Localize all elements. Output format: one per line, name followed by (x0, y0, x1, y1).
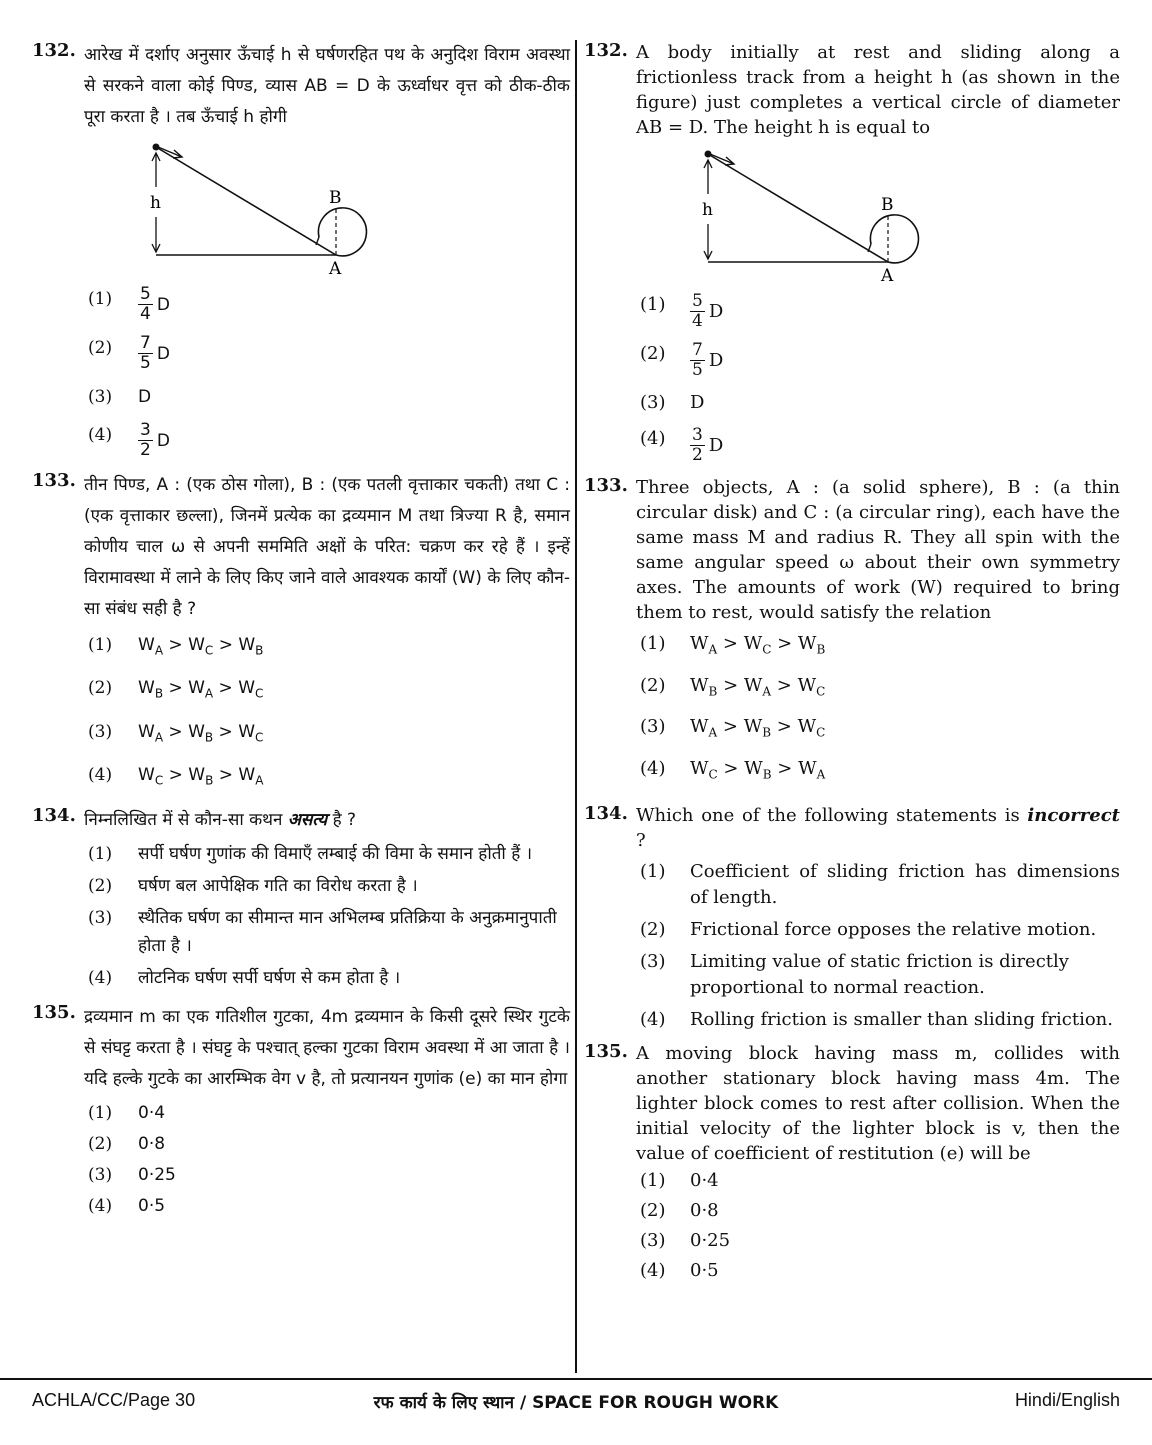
options (84, 1099, 570, 1220)
option-3: (3) 0·25 (640, 1230, 731, 1252)
option-2: (2) घर्षण बल आपेक्षिक गति का विरोध करता है । (88, 875, 418, 896)
question-number: 134. (32, 804, 76, 826)
option-4: (4) 0·5 (640, 1260, 719, 1282)
option-4: (4) Rolling friction is smaller than sliding friction. (640, 1009, 1113, 1031)
option-1: (1) Coefficient of sliding friction has dimensions of length. (640, 861, 1120, 909)
question-132-hi (32, 40, 570, 460)
question-133-hi (32, 470, 570, 795)
question-134-hi (32, 805, 570, 992)
question-text: द्रव्यमान m का एक गतिशील गुटका, 4m द्रव्यमान के किसी दूसरे स्थिर गुटके से संघट्ट करता है । संघट्ट के पश्चात् हल्का गुटका विराम अवस्था में आ जाता है । यदि हल्के गुटके का आरम्भिक वेग v है, तो प्रत्यानयन गुणांक (e) का मान होगा (84, 1006, 570, 1089)
page-footer (0, 1378, 1152, 1413)
track-figure (136, 137, 376, 277)
track-figure (688, 144, 928, 284)
options (636, 1168, 1120, 1284)
question-number: 135. (584, 1041, 628, 1063)
label-a: A (881, 266, 894, 284)
label-b: B (329, 188, 342, 208)
option-1: (1) $W_A > W_C > W_B$ (640, 633, 826, 657)
question-number: 135. (32, 1001, 76, 1023)
question-number: 132. (32, 40, 76, 61)
options (84, 840, 570, 992)
option-2: (2) $\frac{7}{5}$ D (88, 333, 170, 373)
question-text: निम्नलिखित में से कौन-सा कथन असत्य है ? (84, 809, 357, 830)
option-3: (3) Limiting value of static friction is directly proportional to normal reaction. (640, 951, 1069, 999)
question-134-en (584, 803, 1120, 1033)
question-text: A body initially at rest and sliding along a frictionless track from a height h (as shown in the figure) just completes a vertical circle of diameter AB = D. The height h is equal to (636, 42, 1120, 138)
option-3: (3) D (640, 392, 705, 413)
option-3: (3) $W_A > W_B > W_C$ (640, 716, 826, 740)
options (84, 631, 570, 795)
option-1: (1) $W_A > W_C > W_B$ (88, 635, 264, 658)
option-3: (3) स्थैतिक घर्षण का सीमान्त मान अभिलम्ब प्रतिक्रिया के अनुक्रमानुपाती होता है । (88, 907, 557, 956)
option-2: (2) $W_B > W_A > W_C$ (640, 674, 826, 699)
option-4: (4) $W_C > W_B > W_A$ (88, 765, 264, 788)
option-1: (1) 0·4 (88, 1102, 166, 1123)
question-text: A moving block having mass m, collides with another stationary block having mass 4m. The lighter block comes to rest after collision. When the initial velocity of the lighter block is v, then the value of coefficient of restitution (e) will be (636, 1043, 1120, 1165)
page-code: ACHLA/CC/Page 30 (32, 1390, 196, 1410)
question-text: आरेख में दर्शाए अनुसार ऊँचाई h से घर्षणरहित पथ के अनुदिश विराम अवस्था से सरकने वाला कोई पिण्ड, व्यास AB = D के ऊर्ध्वाधर वृत्त को ठीक-ठीक पूरा करता है । तब ऊँचाई h होगी (84, 45, 570, 127)
option-1: (1) $\frac{5}{4}$ D (88, 284, 170, 324)
question-text: Which one of the following statements is incorrect ? (636, 805, 1120, 852)
options (84, 285, 570, 460)
option-2: (2) $W_B > W_A > W_C$ (88, 678, 264, 701)
question-number: 133. (32, 470, 76, 491)
label-a: A (329, 259, 342, 277)
label-h: h (150, 193, 161, 213)
question-133-en (584, 475, 1120, 787)
option-2: (2) Frictional force opposes the relative motion. (640, 919, 1097, 941)
option-1: (1) 0·4 (640, 1170, 719, 1192)
question-number: 133. (584, 475, 628, 496)
label-h: h (702, 200, 713, 220)
options (636, 292, 1120, 465)
option-2: (2) 0·8 (88, 1133, 166, 1154)
question-number: 134. (584, 803, 628, 825)
option-4: (4) 0·5 (88, 1195, 166, 1216)
option-4: (4) लोटनिक घर्षण सर्पी घर्षण से कम होता है । (88, 967, 401, 988)
option-4: (4) $\frac{3}{2}$ D (88, 420, 170, 460)
question-135-hi (32, 1002, 570, 1220)
option-2: (2) $\frac{7}{5}$ D (640, 340, 724, 380)
rough-work-label: रफ कार्य के लिए स्थान / SPACE FOR ROUGH WORK (373, 1393, 779, 1413)
options (636, 859, 1120, 1033)
question-135-en (584, 1041, 1120, 1284)
option-3: (3) $W_A > W_B > W_C$ (88, 721, 264, 745)
option-3: (3) 0·25 (88, 1164, 176, 1185)
language-label: Hindi/English (1014, 1390, 1120, 1410)
options (636, 631, 1120, 787)
question-text: तीन पिण्ड, A : (एक ठोस गोला), B : (एक पतली वृत्ताकार चकती) तथा C : (एक वृत्ताकार छल्ला), जिनमें प्रत्येक का द्रव्यमान M तथा त्रिज्या R है, समान कोणीय चाल ω से अपनी सममिति अक्षों के परित: चक्रण कर रहे हैं । इन्हें विरामावस्था में लाने के लिए किए जाने वाले आवश्यक कार्यों (W) के लिए कौन-सा संबंध सही है ? (84, 475, 570, 619)
option-3: (3) D (88, 387, 152, 407)
question-132-en (584, 40, 1120, 465)
option-4: (4) $\frac{3}{2}$ D (640, 425, 724, 465)
column-divider (575, 40, 577, 1373)
option-4: (4) $W_C > W_B > W_A$ (640, 757, 826, 782)
english-column (584, 40, 1120, 1288)
label-b: B (881, 195, 894, 215)
hindi-column (32, 40, 570, 1223)
option-1: (1) सर्पी घर्षण गुणांक की विमाएँ लम्बाई की विमा के समान होती हैं । (88, 843, 533, 864)
option-1: (1) $\frac{5}{4}$ D (640, 291, 724, 331)
question-text: Three objects, A : (a solid sphere), B : (a thin circular disk) and C : (a circular ring), each have the same mass M and radius R. They all spin with the same angular speed ω about their own symmetry axes. The amounts of work (W) required to bring them to rest, would satisfy the relation (636, 477, 1120, 623)
question-number: 132. (584, 40, 628, 61)
option-2: (2) 0·8 (640, 1200, 719, 1222)
